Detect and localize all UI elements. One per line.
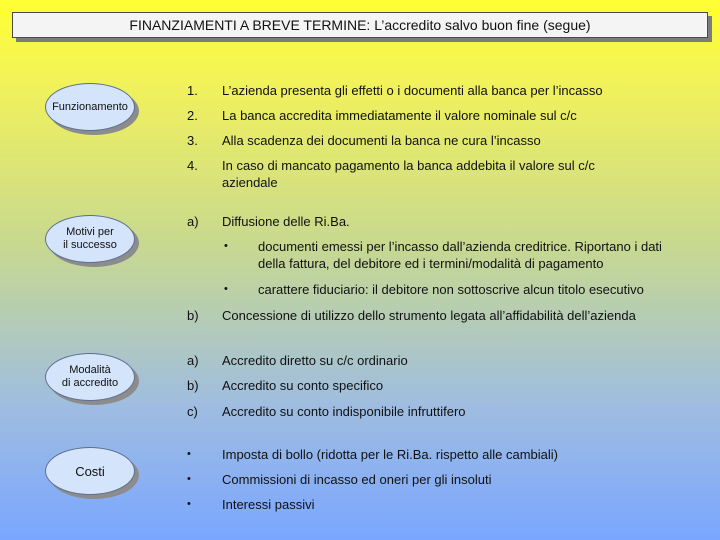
section-funzionamento xyxy=(45,83,135,131)
section-label-line: Modalità xyxy=(69,364,111,376)
item-text: Alla scadenza dei documenti la banca ne cura l’incasso xyxy=(222,133,541,148)
item-marker: 3. xyxy=(187,133,198,148)
item-marker: 1. xyxy=(187,83,198,98)
item-marker: • xyxy=(187,473,191,485)
item-marker: 2. xyxy=(187,108,198,123)
bullet-marker: • xyxy=(224,283,228,295)
item-text: Interessi passivi xyxy=(222,497,315,512)
item-text: La banca accredita immediatamente il valore nominale sul c/c xyxy=(222,108,577,123)
section-label-line: il successo xyxy=(63,239,117,251)
section-label: Funzionamento xyxy=(52,100,128,113)
section-motivi xyxy=(45,215,135,263)
slide-title: FINANZIAMENTI A BREVE TERMINE: L’accredito salvo buon fine (segue) xyxy=(12,12,708,38)
item-marker: a) xyxy=(187,353,199,368)
item-text: Accredito su conto specifico xyxy=(222,378,384,393)
item-marker: • xyxy=(187,448,191,460)
item-text: carattere fiduciario: il debitore non sottoscrive alcun titolo esecutivo xyxy=(258,282,644,297)
item-text: Concessione di utilizzo dello strumento legata all’affidabilità dell’azienda xyxy=(222,308,636,323)
item-marker: b) xyxy=(187,308,199,323)
item-text: Accredito su conto indisponibile infruttifero xyxy=(222,404,466,419)
item-marker: a) xyxy=(187,214,199,229)
section-label-line: di accredito xyxy=(61,377,119,389)
item-text: Accredito diretto su c/c ordinario xyxy=(222,353,408,368)
bullet-marker: • xyxy=(224,240,228,252)
item-marker: c) xyxy=(187,404,198,419)
item-marker: • xyxy=(187,498,191,510)
item-text: Commissioni di incasso ed oneri per gli insoluti xyxy=(222,472,492,487)
item-text: L’azienda presenta gli effetti o i documenti alla banca per l’incasso xyxy=(222,83,603,98)
item-text: Diffusione delle Ri.Ba. xyxy=(222,214,350,229)
section-costi xyxy=(45,447,135,495)
section-modalita xyxy=(45,353,135,401)
item-marker: 4. xyxy=(187,158,198,173)
item-marker: b) xyxy=(187,378,199,393)
section-label-line: Motivi per xyxy=(66,226,114,238)
item-text: Imposta di bollo (ridotta per le Ri.Ba. rispetto alle cambiali) xyxy=(222,447,558,462)
item-text: In caso di mancato pagamento la banca addebita il valore sul c/c aziendale xyxy=(222,158,595,190)
item-text: documenti emessi per l’incasso dall’azienda creditrice. Riportano i dati della fattura, del debitore ed i termini/modalità di pagamento xyxy=(258,239,662,271)
section-label: Costi xyxy=(75,463,105,479)
